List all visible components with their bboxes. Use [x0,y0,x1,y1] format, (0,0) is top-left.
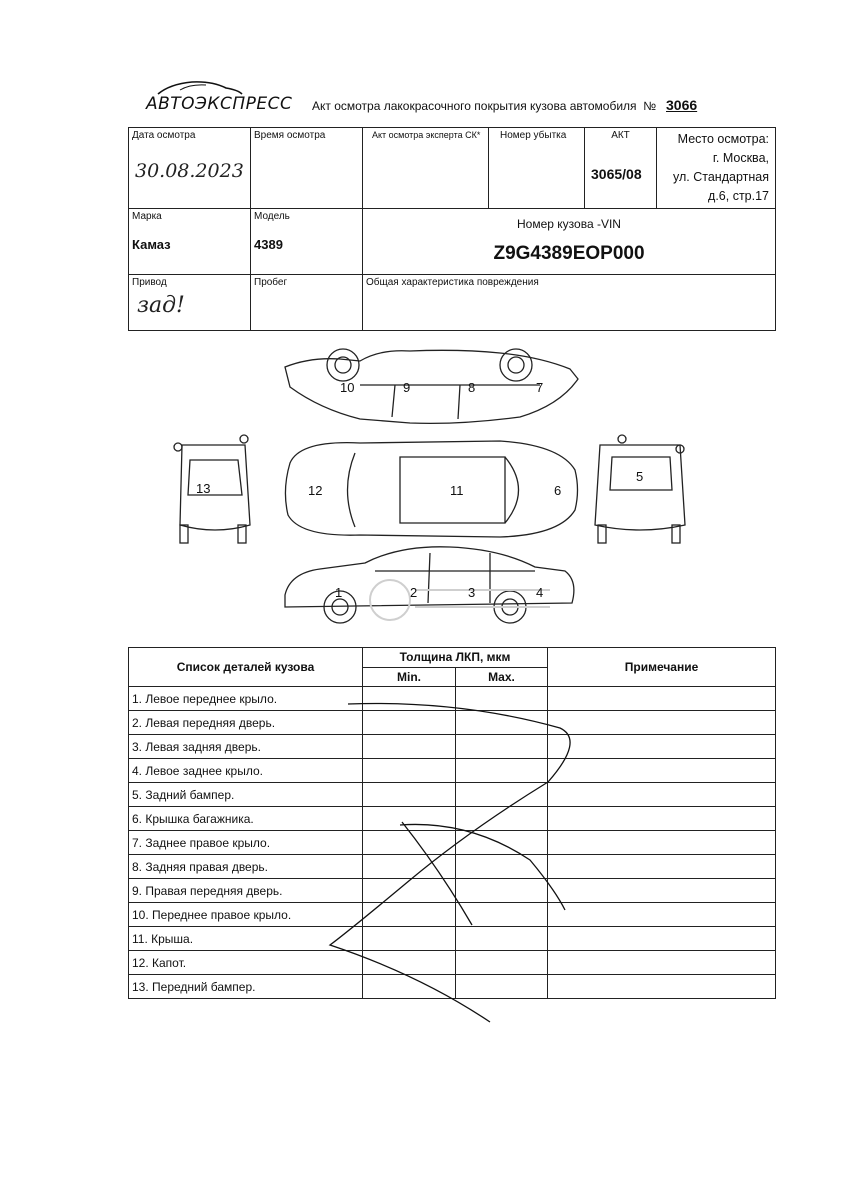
table-row [129,831,776,855]
part-number-5: 5 [636,469,644,484]
max-cell [456,951,548,975]
note-cell [548,879,776,903]
max-cell [456,687,548,711]
damage-label: Общая характеристика повреждения [366,277,539,288]
thickness-header: Толщина ЛКП, мкм [363,648,548,668]
part-name: 10. Переднее правое крыло. [129,903,363,927]
place-label: Место осмотра: [677,132,769,146]
min-cell [363,831,456,855]
date-label: Дата осмотра [132,130,196,141]
part-number-7: 7 [536,380,544,395]
date-cell [129,128,251,209]
brand-cell [129,209,251,275]
drive-value: зад! [137,293,185,318]
expert-label: Акт осмотра эксперта СК* [372,130,481,140]
drive-label: Привод [132,277,167,288]
act-cell [585,128,657,209]
logo-text: АВТОЭКСПРЕСС [146,94,293,114]
act-label: АКТ [611,130,630,141]
table-row [129,879,776,903]
table-row [129,927,776,951]
max-cell [456,831,548,855]
part-number-13: 13 [196,481,211,496]
max-header: Max. [456,667,548,687]
place-house: д.6, стр.17 [708,189,769,203]
max-cell [456,759,548,783]
act-value: 3065/08 [591,166,642,182]
min-cell [363,855,456,879]
expert-cell [363,128,489,209]
car-damage-diagram [160,345,700,635]
note-cell [548,855,776,879]
min-cell [363,735,456,759]
part-name: 9. Правая передняя дверь. [129,879,363,903]
mileage-cell [251,275,363,331]
parts-table [128,647,776,999]
max-cell [456,879,548,903]
max-cell [456,855,548,879]
part-number-6: 6 [554,483,562,498]
table-row [129,807,776,831]
inspection-form [128,127,776,331]
min-cell [363,807,456,831]
brand-label: Марка [132,211,162,222]
company-logo [130,78,293,118]
part-name: 4. Левое заднее крыло. [129,759,363,783]
part-name: 1. Левое переднее крыло. [129,687,363,711]
max-cell [456,927,548,951]
model-value: 4389 [254,237,283,252]
part-name: 6. Крышка багажника. [129,807,363,831]
max-cell [456,975,548,999]
time-label: Время осмотра [254,130,326,141]
max-cell [456,735,548,759]
table-row [129,759,776,783]
car-rear-view [595,435,685,543]
vin-value: Z9G4389EOP000 [493,243,645,264]
part-number-9: 9 [403,380,411,395]
loss-label: Номер убытка [500,130,567,141]
part-number-4: 4 [536,585,544,600]
part-number-8: 8 [468,380,476,395]
part-number-2: 2 [410,585,418,600]
note-cell [548,951,776,975]
model-cell [251,209,363,275]
min-cell [363,783,456,807]
part-name: 7. Заднее правое крыло. [129,831,363,855]
min-cell [363,903,456,927]
document-number: 3066 [666,97,698,113]
vin-cell [363,209,776,275]
part-name: 11. Крыша. [129,927,363,951]
note-cell [548,927,776,951]
note-cell [548,711,776,735]
part-number-11: 11 [450,483,464,498]
part-name: 8. Задняя правая дверь. [129,855,363,879]
note-cell [548,783,776,807]
note-header: Примечание [548,648,776,687]
note-cell [548,735,776,759]
part-number-3: 3 [468,585,476,600]
note-cell [548,687,776,711]
part-name: 3. Левая задняя дверь. [129,735,363,759]
model-label: Модель [254,211,290,222]
min-cell [363,759,456,783]
damage-cell [363,275,776,331]
min-cell [363,975,456,999]
table-row [129,855,776,879]
part-name: 5. Задний бампер. [129,783,363,807]
drive-cell [129,275,251,331]
note-cell [548,903,776,927]
place-city: г. Москва, [712,151,769,165]
note-cell [548,831,776,855]
min-cell [363,927,456,951]
max-cell [456,783,548,807]
min-cell [363,879,456,903]
mileage-label: Пробег [254,277,288,288]
date-value: 30.08.2023 [135,160,244,182]
watermark-icon [370,580,550,620]
part-number-1: 1 [335,585,343,600]
part-number-10: 10 [340,380,355,395]
place-street: ул. Стандартная [673,170,769,184]
min-cell [363,711,456,735]
place-cell [657,128,776,209]
max-cell [456,711,548,735]
min-cell [363,687,456,711]
car-left-side-view [285,547,574,623]
table-row [129,783,776,807]
table-row [129,975,776,999]
min-cell [363,951,456,975]
part-number-12: 12 [308,483,323,498]
note-cell [548,807,776,831]
table-row [129,687,776,711]
table-row [129,735,776,759]
part-name: 13. Передний бампер. [129,975,363,999]
document-title: Акт осмотра лакокрасочного покрытия кузова автомобиля № [312,99,657,113]
brand-value: Камаз [132,237,171,252]
time-cell [251,128,363,209]
part-name: 2. Левая передняя дверь. [129,711,363,735]
vin-label: Номер кузова -VIN [517,217,621,231]
table-row [129,711,776,735]
table-row [129,951,776,975]
car-front-view [174,435,250,543]
note-cell [548,759,776,783]
min-header: Min. [363,667,456,687]
max-cell [456,807,548,831]
parts-header: Список деталей кузова [129,648,363,687]
max-cell [456,903,548,927]
table-row [129,903,776,927]
car-top-view [285,441,577,537]
part-name: 12. Капот. [129,951,363,975]
note-cell [548,975,776,999]
loss-cell [489,128,585,209]
car-right-side-view [285,349,578,423]
